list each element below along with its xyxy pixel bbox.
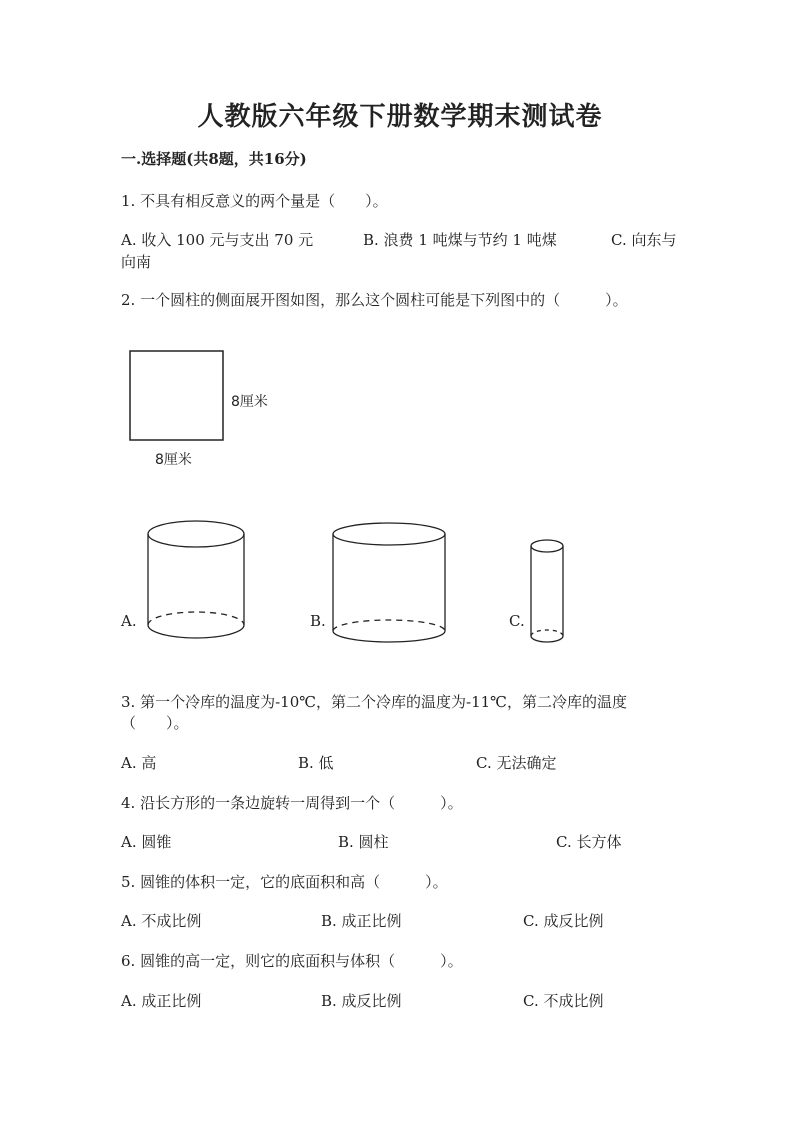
- cylinder-b: [333, 523, 445, 642]
- q6-option-a: A. 成正比例: [121, 992, 202, 1010]
- question-1-stem: 1. 不具有相反意义的两个量是（ ）。: [121, 192, 388, 210]
- q3-option-b: B. 低: [298, 754, 334, 772]
- q6-option-b: B. 成反比例: [321, 992, 402, 1010]
- cylinder-c: [531, 540, 563, 642]
- question-3-stem-line1: 3. 第一个冷库的温度为-10℃，第二个冷库的温度为-11℃，第二冷库的温度: [121, 693, 627, 711]
- unfolded-square: [130, 351, 223, 440]
- q4-option-b: B. 圆柱: [338, 833, 389, 851]
- q4-option-c: C. 长方体: [556, 833, 622, 851]
- q1-option-c: C. 向东与: [611, 231, 677, 249]
- question-2-stem: 2. 一个圆柱的侧面展开图如图，那么这个圆柱可能是下列图中的（ ）。: [121, 291, 628, 309]
- q3-option-a: A. 高: [121, 754, 157, 772]
- square-bottom-label: 8厘米: [155, 452, 192, 468]
- q5-option-b: B. 成正比例: [321, 912, 402, 930]
- q1-option-c-wrap: 向南: [121, 253, 152, 271]
- square-side-label: 8厘米: [231, 394, 268, 410]
- q5-option-a: A. 不成比例: [121, 912, 202, 930]
- section-heading: 一.选择题(共8题，共16分): [121, 150, 307, 168]
- q4-option-a: A. 圆锥: [121, 833, 172, 851]
- q1-option-b: B. 浪费 1 吨煤与节约 1 吨煤: [363, 231, 557, 249]
- question-5-stem: 5. 圆锥的体积一定，它的底面积和高（ ）。: [121, 873, 448, 891]
- q2-choice-a-label: A.: [121, 612, 137, 630]
- q6-option-c: C. 不成比例: [523, 992, 604, 1010]
- q2-choice-b-label: B.: [310, 612, 326, 630]
- q3-option-c: C. 无法确定: [476, 754, 557, 772]
- q1-option-a: A. 收入 100 元与支出 70 元: [121, 231, 314, 249]
- question-6-stem: 6. 圆锥的高一定，则它的底面积与体积（ ）。: [121, 952, 463, 970]
- q2-choice-c-label: C.: [509, 612, 525, 630]
- question-4-stem: 4. 沿长方形的一条边旋转一周得到一个（ ）。: [121, 794, 463, 812]
- question-3-stem-line2: （ ）。: [121, 714, 189, 732]
- page-title: 人教版六年级下册数学期末测试卷: [197, 102, 603, 132]
- cylinder-a: [148, 521, 244, 638]
- q5-option-c: C. 成反比例: [523, 912, 604, 930]
